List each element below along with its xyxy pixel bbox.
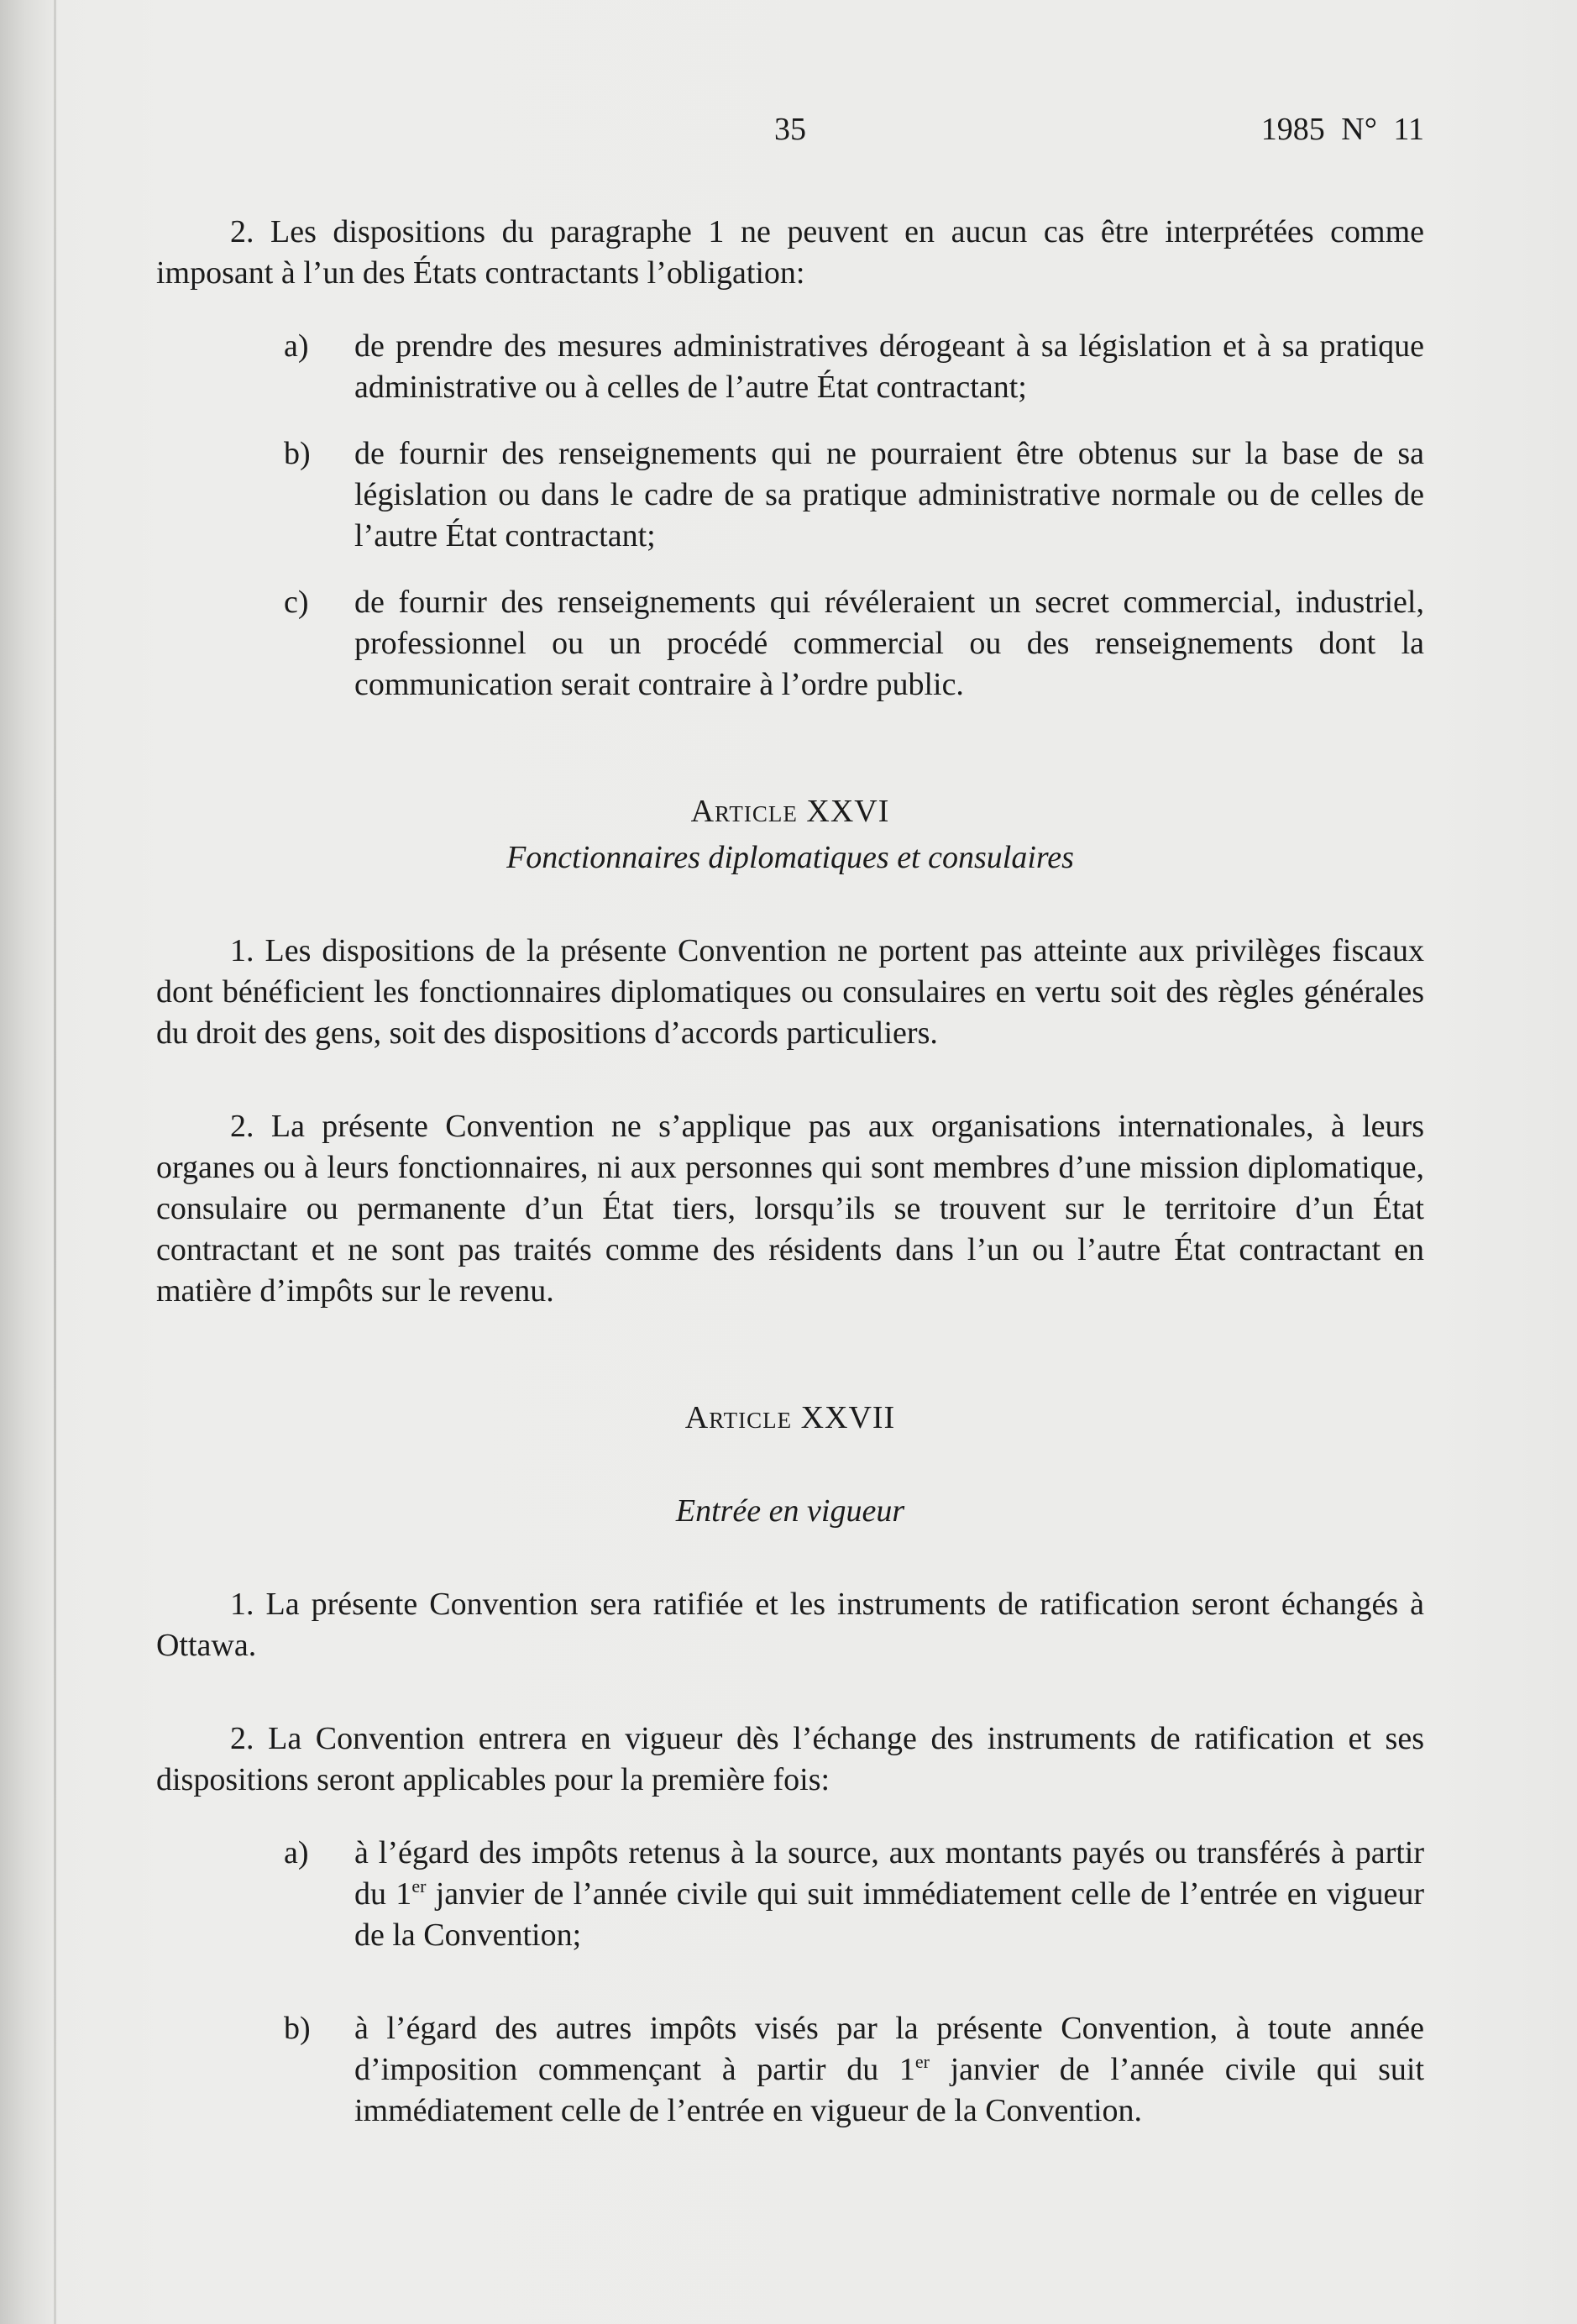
article25-item-c xyxy=(156,582,1424,706)
item-text-after: janvier de l’année civile qui suit immédiatement celle de l’entrée en vigueur de la Convention. xyxy=(354,2052,1424,2128)
ordinal-superscript: er xyxy=(411,1875,427,1896)
page-header xyxy=(156,111,1424,161)
item-text-before: à l’égard des impôts retenus à la source, aux montants payés ou transférés à partir du 1 xyxy=(354,1835,1424,1912)
item-text-after: janvier de l’année civile qui suit immédiatement celle de l’entrée en vigueur de la Convention; xyxy=(354,1876,1425,1953)
article26-paragraph-2: 2. La présente Convention ne s’applique pas aux organisations internationales, à leurs organes ou à leurs fonctionnaires, ni aux personnes qui sont membres d’une mission diplomatique, consulaire ou permanente d’un État tiers, lorsqu’ils se trouvent sur le territoire d’un État contractant et ne sont pas traités comme des résidents dans l’un ou l’autre État contractant en matière d’impôts sur le revenu. xyxy=(156,1109,1424,1309)
issue-reference: 1985 N° 11 xyxy=(1260,112,1424,147)
item-text: de fournir des renseignements qui révéleraient un secret commercial, industriel, professionnel ou un procédé commercial ou des renseignements dont la communication serait contraire à l’ordre public. xyxy=(354,585,1424,702)
page-content xyxy=(156,212,1424,2132)
article25-item-a xyxy=(156,326,1424,408)
page-number: 35 xyxy=(774,112,806,147)
item-label: a) xyxy=(284,1835,309,1870)
article27-paragraph-1: 1. La présente Convention sera ratifiée et les instruments de ratification seront échangés à Ottawa. xyxy=(156,1587,1424,1663)
item-label: c) xyxy=(284,585,309,620)
item-text: de fournir des renseignements qui ne pourraient être obtenus sur la base de sa législation ou dans le cadre de sa pratique administrative normale ou de celles de l’autre État contractant; xyxy=(354,436,1424,553)
article27-subtitle: Entrée en vigueur xyxy=(675,1493,905,1529)
ordinal-superscript: er xyxy=(914,2051,930,2072)
article27-item-b xyxy=(156,2008,1424,2132)
item-label: a) xyxy=(284,328,309,364)
item-label: b) xyxy=(284,2011,311,2046)
item-label: b) xyxy=(284,436,311,471)
binding-gutter xyxy=(54,0,56,2324)
article27-heading: Article XXVII xyxy=(684,1400,896,1435)
item-text-before: à l’égard des autres impôts visés par la présente Convention, à toute année d’imposition commençant à partir du 1 xyxy=(354,2011,1424,2087)
article26-paragraph-1: 1. Les dispositions de la présente Convention ne portent pas atteinte aux privilèges fiscaux dont bénéficient les fonctionnaires diplomatiques ou consulaires en vertu soit des règles générales du droit des gens, soit des dispositions d’accords particuliers. xyxy=(156,933,1424,1051)
article26-heading: Article XXVI xyxy=(690,794,890,829)
item-text: de prendre des mesures administratives dérogeant à sa législation et à sa pratique administrative ou à celles de l’autre État contractant; xyxy=(354,328,1424,405)
article25-paragraph-2: 2. Les dispositions du paragraphe 1 ne peuvent en aucun cas être interprétées comme imposant à l’un des États contractants l’obligation: xyxy=(156,214,1424,291)
article25-item-b xyxy=(156,433,1424,557)
article27-paragraph-2: 2. La Convention entrera en vigueur dès l’échange des instruments de ratification et ses dispositions seront applicables pour la première fois: xyxy=(156,1721,1424,1797)
article27-item-a xyxy=(156,1833,1424,1956)
article26-subtitle: Fonctionnaires diplomatiques et consulaires xyxy=(506,840,1074,875)
